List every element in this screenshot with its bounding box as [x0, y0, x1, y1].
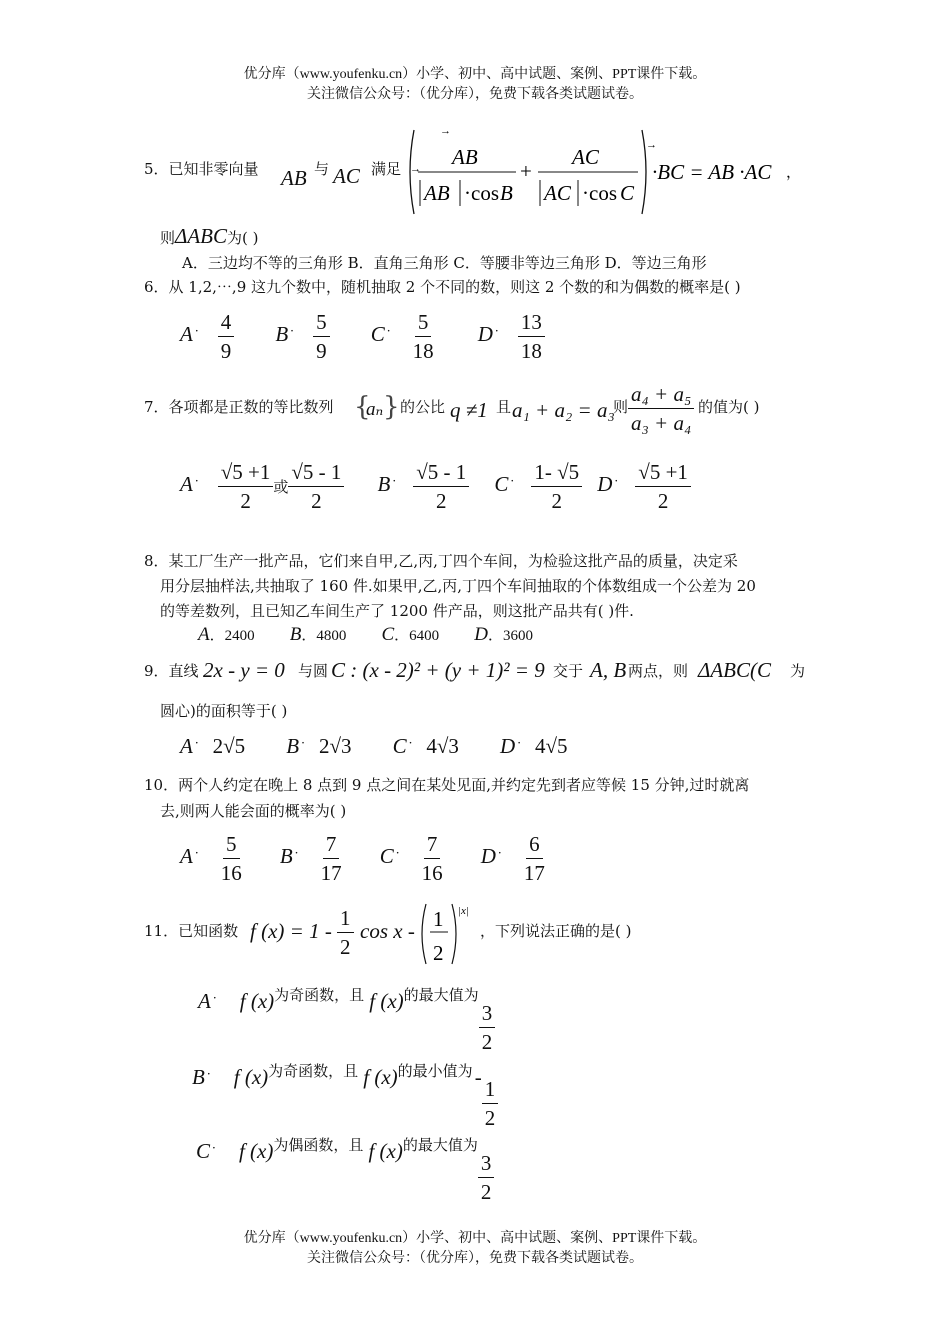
q9-line-eq: 2x - y = 0: [203, 658, 285, 682]
q6-opt-b-frac: $\frac{5}{9}$: [313, 308, 330, 365]
q7-options: A · $\frac{√5 +1}{2}$ 或 $\frac{√5 - 1}{2}$ B · $\frac{√5 - 1}{2}$ C · $\frac{1- √5}{2}$ D · $\frac{√5 +1}{2}$: [180, 458, 691, 515]
q10-opt-a-label: A: [180, 844, 193, 868]
q6-opt-c-frac: $\frac{5}{18}$: [412, 310, 434, 363]
q11-option-a: A · f (x)为奇函数，且 f (x)的最大值为 $\frac{3}{2}$: [198, 984, 495, 1056]
q11-opt-a-frac: $\frac{3}{2}$: [479, 999, 496, 1056]
q5-options: A．三边均不等的三角形 B．直角三角形 C．等腰非等边三角形 D．等边三角形: [182, 254, 707, 272]
q11-opt-a-text-1: 为奇函数，且: [274, 986, 365, 1004]
q8-options: A．2400 B．4800 C．6400 D．3600: [198, 624, 533, 645]
q9-options: A · 2√5 B · 2√3 C · 4√3 D · 4√5: [180, 734, 568, 758]
q10-opt-b-label: B: [279, 844, 293, 868]
q6-opt-d-label: D: [477, 322, 493, 346]
q9-opt-d-value: 4√5: [535, 734, 568, 758]
q6-opt-a-frac: $\frac{4}{9}$: [218, 308, 235, 365]
q7-ratio-cond: q ≠1: [450, 398, 488, 422]
q11-opt-b-label: B: [192, 1065, 205, 1089]
q7-opt-c-label: C: [494, 472, 509, 496]
q7-opt-a-frac-1: $\frac{√5 +1}{2}$: [218, 458, 274, 515]
q5-vector-ab: AB: [281, 166, 307, 190]
q11-text-1: 11．已知函数: [144, 922, 239, 940]
q10-opt-c-label: C: [379, 844, 394, 868]
q5-frac2-den: AC: [544, 181, 571, 205]
q11-opt-c-frac: $\frac{3}{2}$: [478, 1149, 495, 1206]
question-5: [144, 158, 259, 179]
q11-paren-r: [452, 904, 456, 964]
q7-text-3: 且: [496, 398, 512, 416]
q5-line-2: [160, 224, 259, 249]
question-6: 6．从 1,2,⋯,9 这九个数中，随机抽取 2 个不同的数，则这 2 个数的和为偶数的概率是( ): [144, 278, 741, 296]
q5-text-1: 已知非零向量: [168, 160, 259, 178]
q8-opt-c-value: 6400: [409, 628, 440, 644]
q9-text-5: 为: [790, 662, 806, 680]
q8-opt-b-label: B: [289, 624, 302, 645]
q7-sum-cond: a₁ + a₂ = a₃: [512, 398, 615, 422]
q6-opt-a-label: A: [180, 322, 193, 346]
q11-opt-a-text-2: 的最大值为: [403, 986, 479, 1004]
q7-sequence: aₙ: [366, 399, 384, 420]
q10-opt-d-frac: $\frac{6}{17}$: [523, 832, 545, 885]
q11-power-term: [418, 900, 478, 968]
q11-pow-den: 2: [433, 941, 444, 965]
footer-line-1: 优分库（www.youfenku.cn）小学、初中、高中试题、案例、PPT课件下载。: [243, 1231, 707, 1246]
q7-opt-b-frac: $\frac{√5 - 1}{2}$: [413, 458, 469, 515]
q5-triangle: ΔABC: [175, 224, 228, 248]
q11-opt-c-fx2: f (x): [368, 1139, 403, 1163]
q8-opt-b-value: 4800: [316, 628, 347, 644]
q10-line-2: 去,则两人能会面的概率为( ): [160, 802, 347, 820]
q8-opt-d-value: 3600: [502, 628, 533, 644]
q11-paren-l: [422, 904, 426, 964]
q9-text-3: 交于: [553, 662, 584, 680]
q5-arrow-right: →: [646, 139, 657, 151]
q10-options: A · $\frac{5}{16}$ B · $\frac{7}{17}$ C · $\frac{7}{16}$ D · $\frac{6}{17}$: [180, 830, 548, 887]
q8-opt-a-value: 2400: [224, 628, 255, 644]
q6-options: A · $\frac{4}{9}$ B · $\frac{5}{9}$ C · $\frac{5}{18}$ D · $\frac{13}{18}$: [180, 308, 545, 365]
q11-pow-num: 1: [433, 907, 444, 931]
q5-frac1-cos: ·cos: [464, 181, 499, 205]
q5-number: 5．: [144, 160, 169, 178]
q7-opt-d-label: D: [597, 472, 613, 496]
q5-plus: +: [520, 159, 532, 183]
q5-vector-ac: AC: [333, 164, 360, 188]
q11-text-2: ，下列说法正确的是( ): [480, 922, 632, 940]
q5-text-3: 满足: [371, 160, 402, 178]
q5-frac1-num: AB: [452, 145, 478, 169]
footer-line-2: 关注微信公众号：（优分库），免费下载各类试题试卷。: [307, 1251, 643, 1266]
q10-opt-b-frac: $\frac{7}{17}$: [320, 832, 342, 885]
q8-opt-a-label: A: [198, 624, 210, 645]
q9-opt-c-value: 4√3: [426, 734, 459, 758]
q8-line-2: 用分层抽样法,共抽取了 160 件.如果甲,乙,丙,丁四个车间抽取的个体数组成一个公差为 20: [160, 577, 756, 595]
question-7: [144, 396, 334, 417]
q7-text-4: 则: [613, 398, 629, 416]
q7-text-2: 的公比: [400, 398, 446, 416]
q5-formula: [404, 122, 804, 222]
q9-opt-b-value: 2√3: [318, 734, 352, 758]
header-line-1: 优分库（www.youfenku.cn）小学、初中、高中试题、案例、PPT课件下载。: [243, 67, 707, 82]
q10-opt-d-label: D: [480, 844, 496, 868]
q9-text-4: 两点，则: [628, 662, 689, 680]
q9-opt-a-label: A: [180, 734, 193, 758]
header-line-2: 关注微信公众号：（优分库），免费下载各类试题试卷。: [307, 87, 643, 102]
q11-opt-b-text-1: 为奇函数，且: [268, 1062, 359, 1080]
q11-opt-a-fx1: f (x): [239, 989, 275, 1013]
q7-opt-a-frac-2: $\frac{√5 - 1}{2}$: [288, 458, 344, 515]
q11-opt-a-fx2: f (x): [369, 989, 404, 1013]
q10-opt-a-frac: $\frac{5}{16}$: [220, 832, 242, 885]
q9-opt-a-value: 2√5: [212, 734, 246, 758]
q9-circle-eq: C : (x - 2)² + (y + 1)² = 9: [331, 658, 545, 682]
q7-opt-d-frac: $\frac{√5 +1}{2}$: [635, 458, 691, 515]
q5-frac1-den: AB: [424, 181, 450, 205]
q7-frac-num: a₄ + a₅: [628, 380, 694, 409]
q11-fx: f (x) = 1 -: [250, 919, 332, 943]
q5-arrow-top: →: [440, 125, 451, 137]
q9-text-2: 与圆: [298, 662, 329, 680]
q7-text-1: 7．各项都是正数的等比数列: [144, 398, 334, 416]
q11-opt-a-label: A: [198, 989, 211, 1013]
q5-rhs: ·BC = AB ·AC: [652, 160, 772, 184]
q5-frac2-c: C: [620, 181, 635, 205]
q7-frac-den: a₃ + a₄: [631, 411, 692, 435]
q7-opt-b-label: B: [377, 472, 391, 496]
q11-opt-b-frac: $\frac{1}{2}$: [482, 1075, 499, 1132]
q7-opt-a-label: A: [180, 472, 193, 496]
q5-frac1-b: B: [500, 181, 513, 205]
q6-opt-d-frac: $\frac{13}{18}$: [518, 308, 545, 365]
q8-line-1: 8．某工厂生产一批产品，它们来自甲,乙,丙,丁四个车间，为检验这批产品的质量，决定采: [144, 552, 738, 570]
q8-opt-c-label: C: [381, 624, 395, 645]
q11-opt-b-sign: -: [474, 1065, 482, 1089]
q5-text-2: 与: [314, 160, 330, 178]
q11-opt-c-fx1: f (x): [238, 1139, 274, 1163]
q9-opt-c-label: C: [392, 734, 407, 758]
q9-line-2: 圆心)的面积等于( ): [160, 702, 288, 720]
q5-comma: ，: [786, 165, 802, 181]
q9-opt-d-label: D: [500, 734, 516, 758]
q8-opt-d-label: D: [474, 624, 488, 645]
q11-exponent: |x|: [458, 905, 469, 917]
q9-text-1: 9．直线: [144, 662, 199, 680]
q10-line-1: 10．两个人约定在晚上 8 点到 9 点之间在某处见面,并约定先到者应等候 15 分钟,过时就离: [144, 776, 750, 794]
q7-text-5: 的值为( ): [698, 398, 760, 416]
q5-frac2-num: AC: [572, 145, 599, 169]
q11-opt-b-fx2: f (x): [363, 1065, 398, 1089]
q6-opt-b-label: B: [275, 322, 289, 346]
q11-option-b: B · f (x)为奇函数，且 f (x)的最小值为- $\frac{1}{2}$: [192, 1060, 498, 1132]
q11-opt-c-text-2: 的最大值为: [402, 1136, 478, 1154]
q6-opt-c-label: C: [370, 322, 385, 346]
q10-opt-c-frac: $\frac{7}{16}$: [421, 832, 443, 885]
q7-brace-right: }: [383, 392, 400, 422]
q11-opt-b-text-2: 的最小值为: [397, 1062, 473, 1080]
q11-opt-b-fx1: f (x): [233, 1065, 269, 1089]
q7-fraction: [628, 380, 694, 437]
q7-opt-c-frac: $\frac{1- √5}{2}$: [531, 458, 582, 515]
q9-triangle: ΔABC(C: [698, 658, 771, 682]
q9-points: A, B: [590, 658, 627, 682]
q9-opt-b-label: B: [286, 734, 300, 758]
q11-option-c: C · f (x)为偶函数，且 f (x)的最大值为 $\frac{3}{2}$: [196, 1134, 494, 1206]
q8-line-3: 的等差数列，且已知乙车间生产了 1200 件产品，则这批产品共有( )件.: [160, 602, 634, 620]
q5-text-5: 为( ): [227, 229, 259, 247]
q11-half: $\frac{1}{2}$: [337, 904, 354, 961]
q7-opt-a-or: 或: [273, 478, 289, 496]
q5-frac2-cos: ·cos: [582, 181, 617, 205]
q7-brace-left: {: [354, 392, 371, 422]
q5-text-4: 则: [160, 229, 176, 247]
q11-cos: cos x -: [360, 919, 415, 943]
q11-opt-c-text-1: 为偶函数，且: [273, 1136, 364, 1154]
q5-arrow-left: →: [410, 163, 421, 175]
q11-opt-c-label: C: [196, 1139, 211, 1163]
